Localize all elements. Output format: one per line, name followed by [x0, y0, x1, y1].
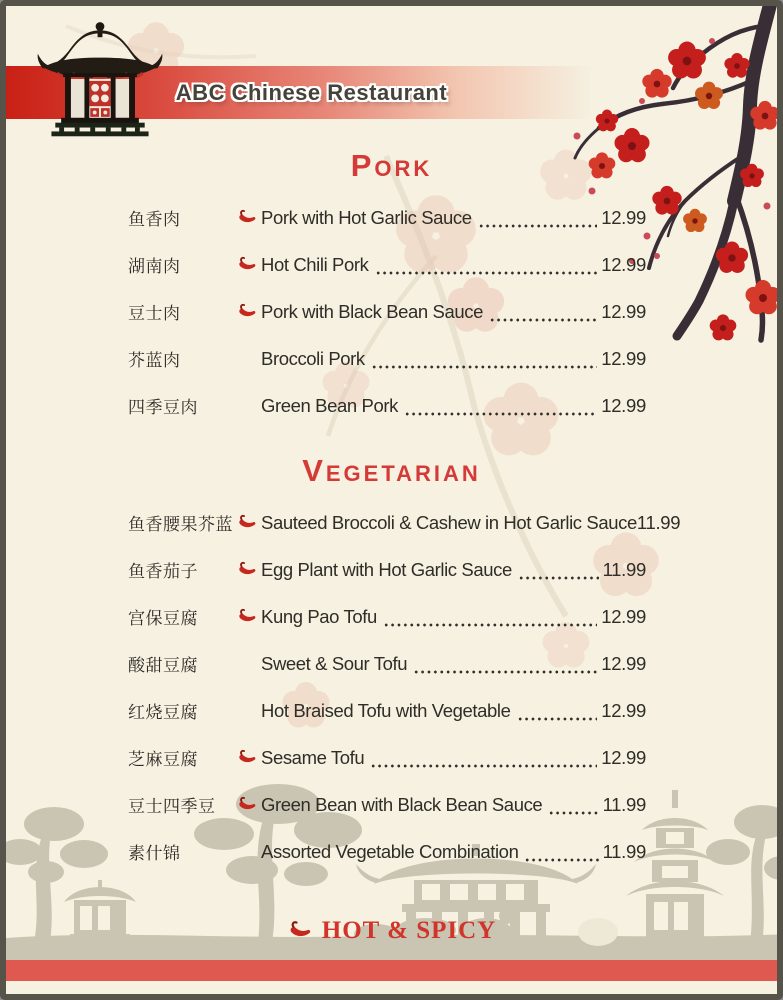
item-english-name: Broccoli Pork — [261, 347, 365, 369]
dotted-leader — [403, 382, 597, 429]
item-english-name: Assorted Vegetable Combination — [261, 840, 519, 862]
item-spicy-slot — [236, 796, 261, 814]
item-spicy-slot — [236, 350, 261, 368]
dotted-leader — [369, 734, 597, 781]
menu-item-row — [6, 593, 777, 640]
footer-red-bar — [6, 960, 777, 981]
menu-item-row — [6, 734, 777, 781]
menu-sections — [6, 124, 777, 875]
menu-item-row — [6, 546, 777, 593]
chili-icon — [236, 608, 258, 626]
dotted-leader — [382, 593, 597, 640]
item-spicy-slot — [236, 303, 261, 321]
menu-item-row — [6, 241, 777, 288]
dotted-leader — [547, 781, 598, 828]
item-english-name: Sauteed Broccoli & Cashew in Hot Garlic Sauce — [261, 511, 637, 533]
item-chinese-name: 鱼香腰果芥蓝 — [128, 515, 233, 534]
item-spicy-slot — [236, 843, 261, 861]
item-price: 11.99 — [602, 793, 646, 815]
section-items — [6, 194, 777, 429]
item-spicy-slot — [236, 702, 261, 720]
item-chinese-name: 鱼香肉 — [128, 210, 181, 229]
restaurant-name: ABC Chinese Restaurant — [175, 79, 448, 105]
item-english-name: Pork with Hot Garlic Sauce — [261, 206, 472, 228]
item-price: 11.99 — [636, 511, 681, 533]
menu-section — [6, 453, 777, 875]
item-chinese-name: 酸甜豆腐 — [128, 656, 198, 675]
item-chinese-name: 豆士肉 — [128, 304, 181, 323]
menu-item-row — [6, 781, 777, 828]
chili-icon — [236, 256, 258, 274]
chili-icon — [236, 561, 258, 579]
dotted-leader — [488, 288, 597, 335]
section-title: Pork — [350, 148, 433, 183]
item-spicy-slot — [236, 397, 261, 415]
chili-icon — [236, 514, 258, 532]
dotted-leader — [477, 194, 598, 241]
item-chinese-name: 豆士四季豆 — [128, 797, 216, 816]
menu-item-row — [6, 499, 777, 546]
item-chinese-name: 芥蓝肉 — [128, 351, 181, 370]
chili-icon — [236, 749, 258, 767]
section-items — [6, 499, 777, 875]
menu-item-row — [6, 687, 777, 734]
item-price: 12.99 — [601, 652, 646, 674]
dotted-leader — [370, 335, 597, 382]
item-english-name: Green Bean with Black Bean Sauce — [261, 793, 543, 815]
item-chinese-name: 鱼香茄子 — [128, 562, 198, 581]
pagoda-icon — [32, 18, 168, 138]
chili-icon — [236, 796, 258, 814]
item-chinese-name: 宫保豆腐 — [128, 609, 198, 628]
item-chinese-name: 湖南肉 — [128, 257, 181, 276]
menu-item-row — [6, 194, 777, 241]
item-spicy-slot — [236, 561, 261, 579]
item-spicy-slot — [236, 655, 261, 673]
item-english-name: Pork with Black Bean Sauce — [261, 300, 483, 322]
dotted-leader — [374, 241, 598, 288]
item-english-name: Kung Pao Tofu — [261, 605, 377, 627]
section-title: Vegetarian — [302, 453, 481, 488]
item-price: 12.99 — [601, 394, 646, 416]
item-english-name: Sweet & Sour Tofu — [261, 652, 408, 674]
dotted-leader — [516, 687, 598, 734]
item-price: 12.99 — [601, 300, 646, 322]
item-price: 12.99 — [601, 746, 646, 768]
item-english-name: Hot Braised Tofu with Vegetable — [261, 699, 511, 721]
item-price: 12.99 — [601, 699, 646, 721]
chili-icon — [236, 209, 258, 227]
item-chinese-name: 红烧豆腐 — [128, 703, 198, 722]
item-spicy-slot — [236, 514, 261, 532]
menu-item-row — [6, 382, 777, 429]
dotted-leader — [412, 640, 597, 687]
item-price: 11.99 — [602, 558, 646, 580]
item-price: 12.99 — [601, 253, 646, 275]
item-spicy-slot — [236, 749, 261, 767]
item-price: 12.99 — [601, 347, 646, 369]
menu-item-row — [6, 640, 777, 687]
hot-spicy-label: HOT & SPICY — [321, 917, 497, 944]
item-english-name: Sesame Tofu — [261, 746, 365, 768]
item-spicy-slot — [236, 256, 261, 274]
item-chinese-name: 芝麻豆腐 — [128, 750, 198, 769]
item-english-name: Green Bean Pork — [261, 394, 398, 416]
item-price: 12.99 — [601, 605, 646, 627]
menu-section — [6, 148, 777, 429]
item-spicy-slot — [236, 608, 261, 626]
item-chinese-name: 素什锦 — [128, 844, 181, 863]
item-price: 11.99 — [602, 840, 646, 862]
item-chinese-name: 四季豆肉 — [128, 398, 198, 417]
item-price: 12.99 — [601, 206, 646, 228]
menu-item-row — [6, 335, 777, 382]
menu-item-row — [6, 828, 777, 875]
hot-spicy-legend — [6, 914, 777, 948]
item-spicy-slot — [236, 209, 261, 227]
item-english-name: Egg Plant with Hot Garlic Sauce — [261, 558, 512, 580]
menu-item-row — [6, 288, 777, 335]
chili-icon — [236, 303, 258, 321]
item-english-name: Hot Chili Pork — [261, 253, 369, 275]
dotted-leader — [523, 828, 598, 875]
dotted-leader — [517, 546, 599, 593]
chili-icon — [287, 920, 313, 942]
